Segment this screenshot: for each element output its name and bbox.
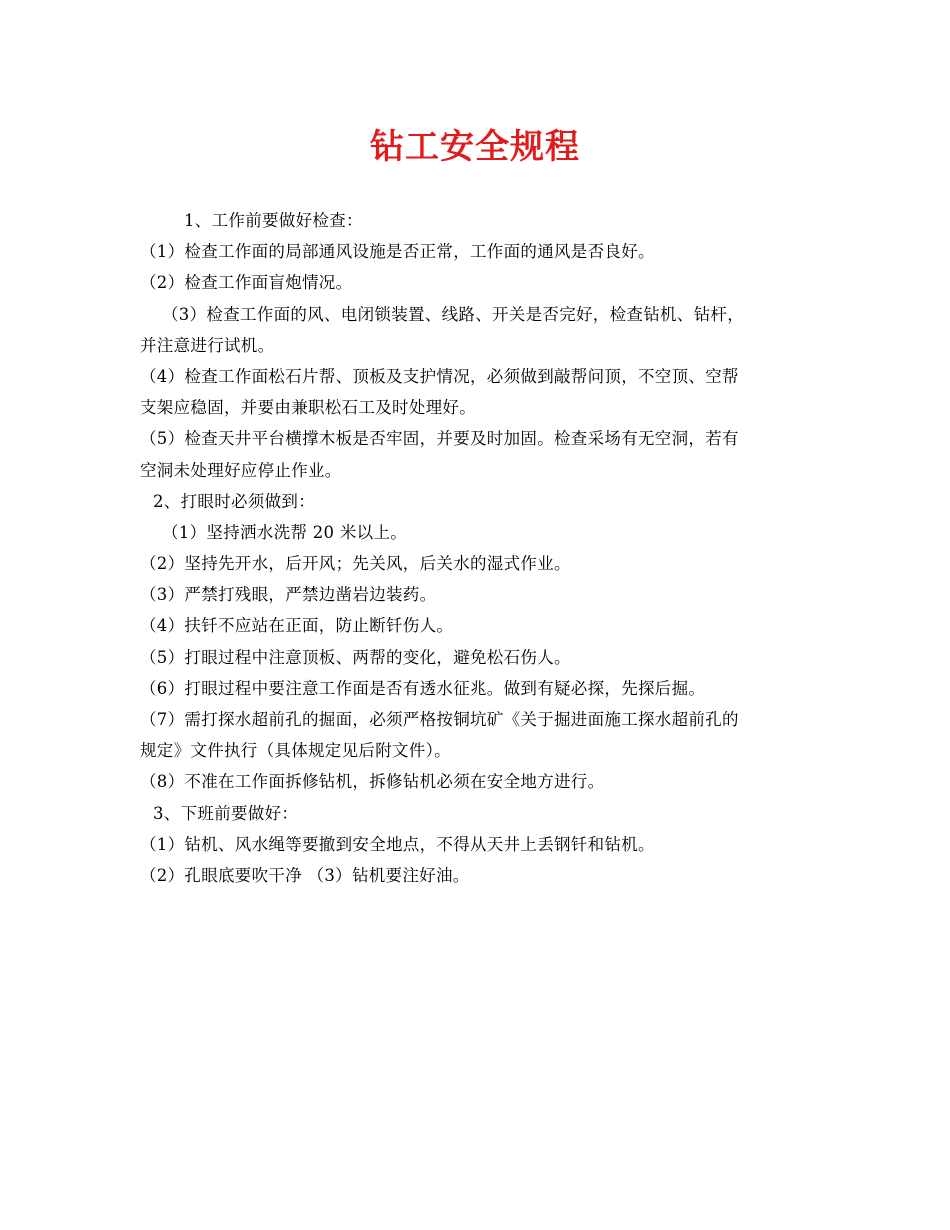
document-title: 钻工安全规程: [370, 127, 580, 167]
section-heading-3: 3、下班前要做好：: [153, 803, 299, 823]
paragraph-line: （4）扶钎不应站在正面，防止断钎伤人。: [140, 616, 454, 636]
paragraph-line: 支架应稳固，并要由兼职松石工及时处理好。: [140, 398, 476, 418]
paragraph-line: 并注意进行试机。: [140, 335, 275, 355]
paragraph-line: 空洞未处理好应停止作业。: [140, 460, 342, 480]
paragraph-line: （5）打眼过程中注意顶板、两帮的变化，避免松石伤人。: [140, 647, 571, 667]
paragraph-line: （3）严禁打残眼，严禁边凿岩边装药。: [140, 585, 437, 605]
section-heading-2: 2、打眼时必须做到：: [153, 491, 315, 511]
paragraph-line: （2）坚持先开水，后开风；先关风，后关水的湿式作业。: [140, 554, 571, 574]
paragraph-line: （1）钻机、风水绳等要撤到安全地点，不得从天井上丢钢钎和钻机。: [140, 834, 655, 854]
paragraph-line: （5）检查天井平台横撑木板是否牢固，并要及时加固。检查采场有无空洞，若有: [140, 429, 739, 449]
paragraph-line: （1）检查工作面的局部通风设施是否正常，工作面的通风是否良好。: [140, 242, 655, 262]
paragraph-line: （7）需打探水超前孔的掘面，必须严格按铜坑矿《关于掘进面施工探水超前孔的: [140, 710, 739, 729]
paragraph-line: （4）检查工作面松石片帮、顶板及支护情况，必须做到敲帮问顶，不空顶、空帮: [140, 366, 739, 386]
paragraph-line: （6）打眼过程中要注意工作面是否有透水征兆。做到有疑必探，先探后掘。: [140, 678, 706, 698]
paragraph-line: 规定》文件执行（具体规定见后附文件）。: [140, 741, 451, 761]
paragraph-line: （1）坚持洒水洗帮 20 米以上。: [162, 522, 408, 542]
section-heading-1: 1、工作前要做好检查：: [184, 211, 363, 230]
document-body: [140, 205, 820, 891]
paragraph-line: （3）检查工作面的风、电闭锁装置、线路、开关是否完好，检查钻机、钻杆，: [162, 304, 744, 324]
paragraph-line: （2）检查工作面盲炮情况。: [140, 273, 353, 293]
paragraph-line: （2）孔眼底要吹干净 （3）钻机要注好油。: [140, 865, 470, 885]
paragraph-line: （8）不准在工作面拆修钻机，拆修钻机必须在安全地方进行。: [140, 772, 605, 792]
